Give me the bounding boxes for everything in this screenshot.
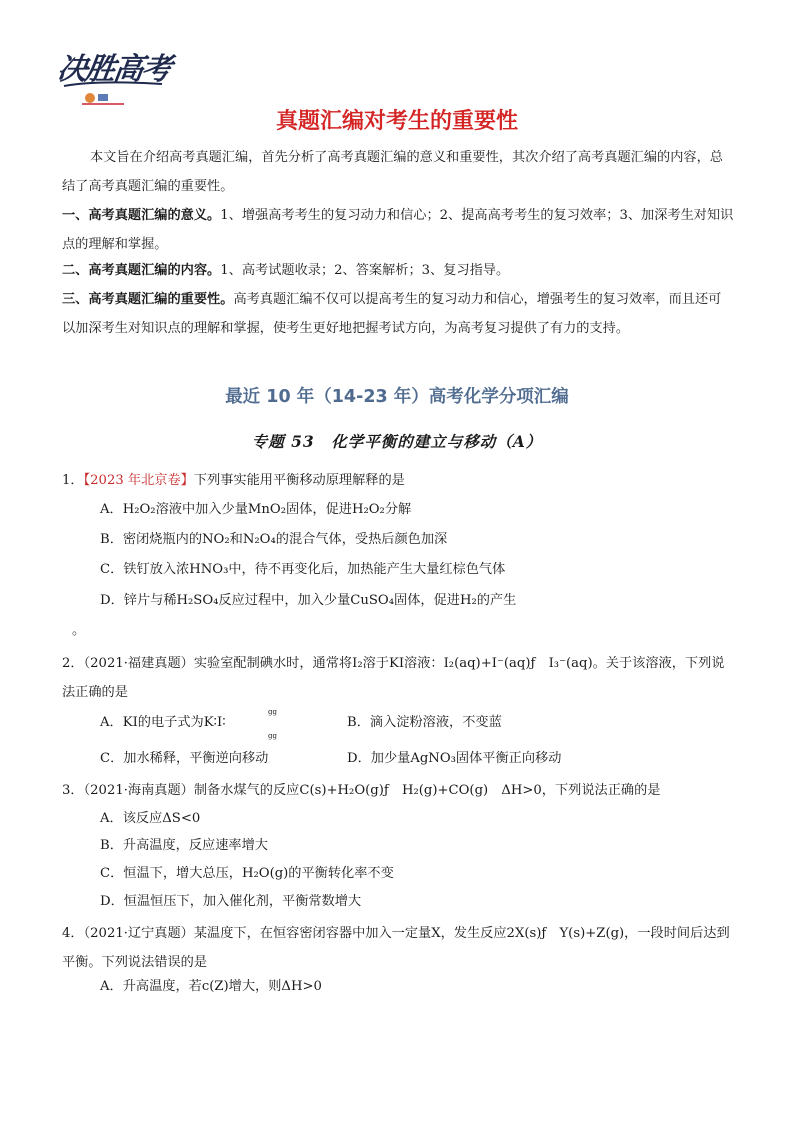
section-1 xyxy=(62,201,734,259)
q2-option-b: B．滴入淀粉溶液，不变蓝 xyxy=(347,715,502,730)
question-number: 1． xyxy=(62,473,84,488)
q1-option-c: C．铁钉放入浓HNO₃中，待不再变化后，加热能产生大量红棕色气体 xyxy=(100,562,506,577)
question-source: （2021·辽宁真题） xyxy=(83,926,194,941)
question-number: 3． xyxy=(62,783,84,798)
question-4 xyxy=(62,919,734,977)
electron-dots-top: gg xyxy=(268,708,277,716)
question-1 xyxy=(62,470,724,492)
section-3-head: 三、高考真题汇编的重要性。 xyxy=(62,292,234,307)
logo-brush-icon xyxy=(58,40,178,112)
question-stem: 某温度下，在恒容密闭容器中加入一定量X，发生反应2X(s)ƒ Y(s)+Z(g)，一段时间后达到平衡。下列说法错误的是 xyxy=(62,926,730,970)
logo-text: 决胜高考 xyxy=(55,52,172,87)
q2-option-d: D．加少量AgNO₃固体平衡正向移动 xyxy=(347,751,562,766)
section-2 xyxy=(62,256,734,285)
intro-paragraph: 本文旨在介绍高考真题汇编，首先分析了高考真题汇编的意义和重要性，其次介绍了高考真题汇编的内容，总结了高考真题汇编的重要性。 xyxy=(62,150,723,194)
topic-heading: 专题 53 化学平衡的建立与移动（A） xyxy=(251,432,543,451)
section-2-head: 二、高考真题汇编的内容。 xyxy=(62,263,221,278)
q3-option-a: A．该反应ΔS<0 xyxy=(100,811,201,826)
question-stem: 下列事实能用平衡移动原理解释的是 xyxy=(193,473,405,488)
q1-option-a: A．H₂O₂溶液中加入少量MnO₂固体，促进H₂O₂分解 xyxy=(100,502,412,517)
question-source: （2021·福建真题） xyxy=(83,656,194,671)
subtitle: 最近 10 年（14-23 年）高考化学分项汇编 xyxy=(225,387,569,407)
q3-option-c: C．恒温下，增大总压，H₂O(g)的平衡转化率不变 xyxy=(100,866,394,881)
q1-tail: 。 xyxy=(72,623,86,638)
question-2 xyxy=(62,649,734,707)
section-3-body: 高考真题汇编不仅可以提高考生的复习动力和信心，增强考生的复习效率，而且还可以加深考生对知识点的理解和掌握，使考生更好地把握考试方向，为高考复习提供了有力的支持。 xyxy=(62,292,722,336)
electron-dots-bottom: gg xyxy=(268,732,277,740)
section-1-head: 一、高考真题汇编的意义。 xyxy=(62,208,221,223)
q1-option-b: B．密闭烧瓶内的NO₂和N₂O₄的混合气体，受热后颜色加深 xyxy=(100,532,448,547)
question-source: （2021·海南真题） xyxy=(83,783,194,798)
question-number: 2． xyxy=(62,656,84,671)
question-stem: 制备水煤气的反应C(s)+H₂O(g)ƒ H₂(g)+CO(g) ΔH>0，下列说法正确的是 xyxy=(193,783,661,798)
q4-option-a: A．升高温度，若c(Z)增大，则ΔH>0 xyxy=(100,979,322,994)
q2-option-a xyxy=(100,708,277,740)
question-stem: 实验室配制碘水时，通常将I₂溶于KI溶液：I₂(aq)+I⁻(aq)ƒ I₃⁻(aq)。关于该溶液，下列说法正确的是 xyxy=(62,656,725,700)
section-2-body: 1、高考试题收录；2、答案解析；3、复习指导。 xyxy=(220,263,510,278)
q2-option-a-text: A．KI的电子式为K∶I∶ xyxy=(100,715,226,730)
q3-option-d: D．恒温恒压下，加入催化剂，平衡常数增大 xyxy=(100,894,362,909)
section-1-body: 1、增强高考考生的复习动力和信心；2、提高高考考生的复习效率；3、加深考生对知识点的理解和掌握。 xyxy=(62,208,734,252)
q2-option-c: C．加水稀释，平衡逆向移动 xyxy=(100,751,269,766)
question-source: 【2023 年北京卷】 xyxy=(83,473,194,488)
logo xyxy=(55,40,178,112)
document-title: 真题汇编对考生的重要性 xyxy=(275,109,518,134)
q1-option-d: D．锌片与稀H₂SO₄反应过程中，加入少量CuSO₄固体，促进H₂的产生 xyxy=(100,593,517,608)
question-3 xyxy=(62,780,734,802)
q3-option-b: B．升高温度，反应速率增大 xyxy=(100,838,268,853)
section-3 xyxy=(62,285,734,343)
question-number: 4． xyxy=(62,926,84,941)
